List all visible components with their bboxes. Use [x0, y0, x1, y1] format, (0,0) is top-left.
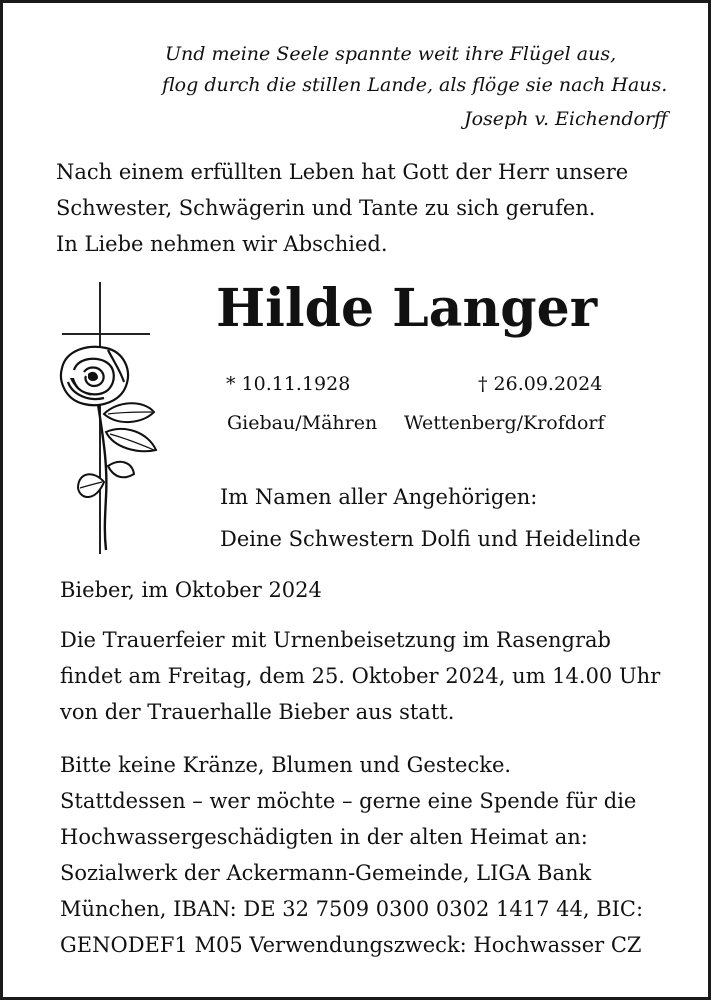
- deceased-name: Hilde Langer: [216, 278, 598, 339]
- death-place: Wettenberg/Krofdorf: [404, 412, 605, 434]
- intro-text: [56, 154, 628, 262]
- poem-line-1: Und meine Seele spannte weit ihre Flügel aus,: [165, 43, 617, 65]
- donation-line: Sozialwerk der Ackermann-Gemeinde, LIGA Bank: [60, 861, 592, 885]
- donation-line: Stattdessen – wer möchte – gerne eine Spende für die: [60, 789, 637, 813]
- donation-line: Hochwassergeschädigten in der alten Heimat an:: [60, 825, 588, 849]
- mourners-line-1: Im Namen aller Angehörigen:: [220, 485, 538, 509]
- donation-text: [60, 747, 643, 963]
- intro-line: Nach einem erfüllten Leben hat Gott der Herr unsere: [56, 160, 629, 184]
- birth-place: Giebau/Mähren: [227, 412, 378, 434]
- donation-line: München, IBAN: DE 32 7509 0300 0302 1417 44, BIC:: [60, 897, 644, 921]
- ceremony-line: von der Trauerhalle Bieber aus statt.: [60, 700, 455, 724]
- ceremony-line: findet am Freitag, dem 25. Oktober 2024, um 14.00 Uhr: [60, 664, 661, 688]
- place-date: Bieber, im Oktober 2024: [60, 578, 322, 602]
- donation-line: GENODEF1 M05 Verwendungszweck: Hochwasser CZ: [60, 933, 642, 957]
- cross-and-rose-icon: [48, 282, 168, 554]
- ceremony-line: Die Trauerfeier mit Urnenbeisetzung im Rasengrab: [60, 628, 611, 652]
- birth-date: * 10.11.1928: [226, 373, 351, 395]
- intro-line: In Liebe nehmen wir Abschied.: [56, 232, 388, 256]
- death-date: † 26.09.2024: [478, 373, 603, 395]
- ceremony-text: [60, 622, 660, 730]
- mourners: [220, 476, 641, 560]
- poem-author: Joseph v. Eichendorff: [464, 108, 668, 130]
- donation-line: Bitte keine Kränze, Blumen und Gestecke.: [60, 753, 512, 777]
- poem-line-2: flog durch die stillen Lande, als flöge sie nach Haus.: [162, 74, 668, 96]
- mourners-line-2: Deine Schwestern Dolfi und Heidelinde: [220, 527, 641, 551]
- intro-line: Schwester, Schwägerin und Tante zu sich gerufen.: [56, 196, 596, 220]
